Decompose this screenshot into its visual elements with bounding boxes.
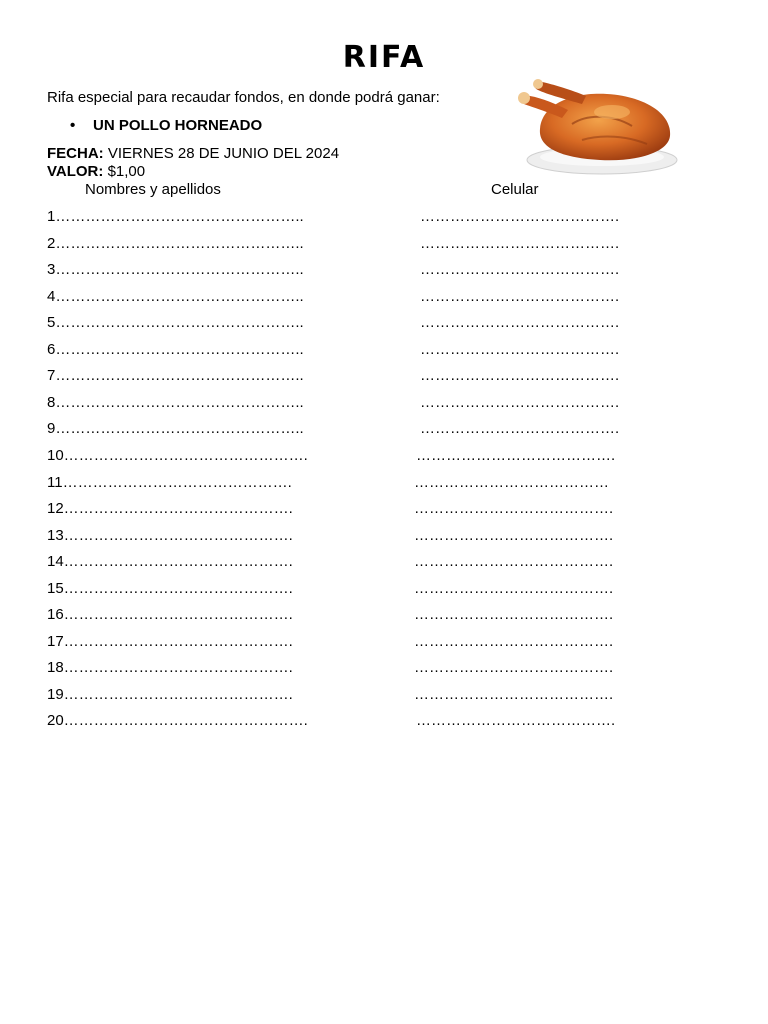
entry-name-line: 15……………………………………….: [47, 579, 293, 597]
page-title: RIFA: [342, 40, 426, 75]
date-value: VIERNES 28 DE JUNIO DEL 2024: [107, 145, 340, 162]
entry-phone-line: ………………………………….: [420, 208, 620, 225]
entry-phone-line: ………………………………….: [420, 367, 620, 385]
entry-name-line: 10………………………………………….: [47, 446, 308, 464]
entry-name-line: 1…………………………………………..: [47, 208, 304, 225]
column-header-phone: Celular: [491, 181, 539, 198]
prize-label: UN POLLO HORNEADO: [93, 117, 263, 134]
entry-phone-line: ………………………………….: [416, 446, 616, 464]
entry-phone-line: ………………………………….: [420, 314, 620, 332]
entry-phone-line: ………………………………….: [414, 579, 614, 597]
entry-phone-line: ………………………………….: [414, 500, 614, 518]
entry-phone-line: ………………………………….: [414, 553, 614, 571]
entry-name-line: 12……………………………………….: [47, 500, 293, 518]
entry-name-line: 20………………………………………….: [47, 712, 308, 730]
entry-phone-line: ………………………………….: [420, 261, 620, 279]
entry-phone-line: ………………………………….: [420, 420, 620, 438]
entry-name-line: 3…………………………………………..: [47, 261, 304, 279]
entry-phone-line: ………………………………….: [414, 659, 614, 677]
entry-phone-line: ………………………………….: [420, 393, 620, 411]
price-label: VALOR:: [47, 163, 104, 180]
price-value: $1,00: [107, 163, 146, 180]
entry-name-line: 8…………………………………………..: [47, 393, 304, 411]
entry-name-line: 17……………………………………….: [47, 632, 293, 650]
entry-phone-line: …………………………………: [414, 473, 609, 491]
entry-phone-line: ………………………………….: [420, 340, 620, 358]
entry-phone-line: ………………………………….: [414, 606, 614, 624]
entry-name-line: 9…………………………………………..: [47, 420, 304, 438]
entry-phone-line: ………………………………….: [414, 685, 614, 703]
entry-name-line: 2…………………………………………..: [47, 234, 304, 252]
entry-name-line: 4…………………………………………..: [47, 287, 304, 305]
column-header-names: Nombres y apellidos: [85, 181, 221, 198]
entry-name-line: 16……………………………………….: [47, 606, 293, 624]
entry-name-line: 13……………………………………….: [47, 526, 293, 544]
bullet-icon: •: [70, 117, 76, 134]
entry-phone-line: ………………………………….: [420, 287, 620, 305]
entry-phone-line: ………………………………….: [420, 234, 620, 252]
entry-name-line: 5…………………………………………..: [47, 314, 304, 332]
entry-phone-line: ………………………………….: [416, 712, 616, 730]
entry-phone-line: ………………………………….: [414, 526, 614, 544]
intro-text: Rifa especial para recaudar fondos, en donde podrá ganar:: [47, 89, 440, 106]
date-label: FECHA:: [47, 145, 104, 162]
entry-name-line: 6…………………………………………..: [47, 340, 304, 358]
entry-name-line: 14……………………………………….: [47, 553, 293, 571]
entry-name-line: 11……………………………………….: [47, 473, 292, 491]
entry-name-line: 18……………………………………….: [47, 659, 293, 677]
entry-name-line: 7…………………………………………..: [47, 367, 304, 385]
entry-phone-line: ………………………………….: [414, 632, 614, 650]
entry-name-line: 19……………………………………….: [47, 685, 293, 703]
